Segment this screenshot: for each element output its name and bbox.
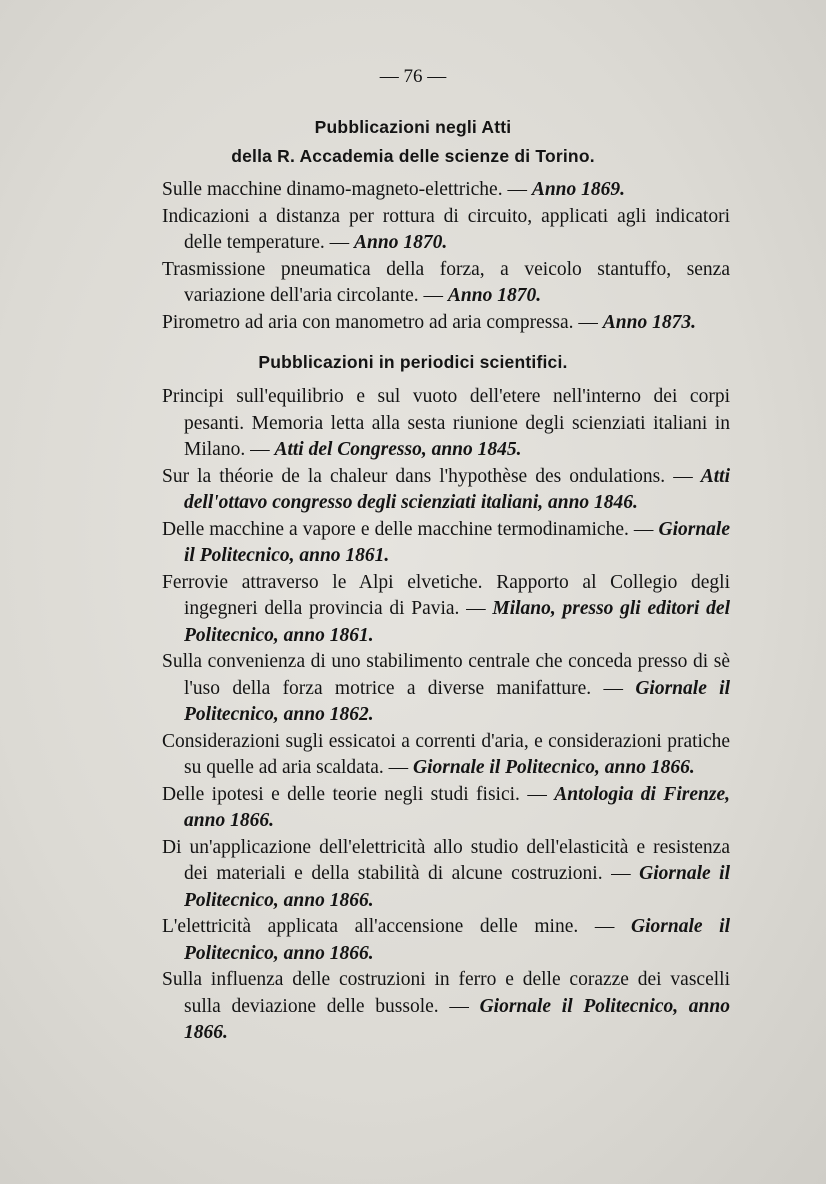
- entry: Delle ipotesi e delle teorie negli studi fisici. — Antologia di Firenze, anno 1866.: [162, 783, 730, 831]
- entry: Sulle macchine dinamo-magneto-elettriche. — Anno 1869.: [162, 179, 626, 200]
- entry: Trasmissione pneumatica della forza, a veicolo stantuffo, senza variazione dell'aria circolante. — Anno 1870.: [162, 258, 730, 306]
- page-number: — 76 —: [379, 66, 447, 87]
- entry: Sur la théorie de la chaleur dans l'hypothèse des ondulations. — Atti dell'ottavo congresso degli scienziati italiani, anno 1846.: [162, 465, 730, 513]
- section2-title: Pubblicazioni in periodici scientifici.: [258, 352, 568, 372]
- entry: Sulla influenza delle costruzioni in ferro e delle corazze dei vascelli sulla deviazione delle bussole. — Giornale il Politecnico, anno 1866.: [162, 969, 730, 1043]
- section1-title-line1: Pubblicazioni negli Atti: [314, 117, 512, 137]
- entry: L'elettricità applicata all'accensione delle mine. — Giornale il Politecnico, anno 1866.: [162, 916, 731, 964]
- entry: Considerazioni sugli essicatoi a correnti d'aria, e considerazioni pratiche su quelle ad aria scaldata. — Giornale il Politecnico, anno 1866.: [162, 730, 730, 778]
- entry: Ferrovie attraverso le Alpi elvetiche. Rapporto al Collegio degli ingegneri della provincia di Pavia. — Milano, presso gli editori del Politecnico, anno 1861.: [162, 571, 730, 646]
- entry: Principi sull'equilibrio e sul vuoto dell'etere nell'interno dei corpi pesanti. Memoria letta alla sesta riunione degli scienziati italiani in Milano. — Atti del Congresso, anno 1845.: [162, 386, 730, 460]
- section2-entries: [162, 384, 730, 1047]
- entry: Sulla convenienza di uno stabilimento centrale che conceda presso di sè l'uso della forza motrice a diverse manifatture. — Giornale il Politecnico, anno 1862.: [162, 651, 731, 725]
- entry: Di un'applicazione dell'elettricità allo studio dell'elasticità e resistenza dei materiali e della stabilità di alcune costruzioni. — Giornale il Politecnico, anno 1866.: [162, 836, 730, 911]
- section1-entries: [162, 177, 730, 336]
- entry: Pirometro ad aria con manometro ad aria compressa. — Anno 1873.: [162, 311, 696, 333]
- entry: Delle macchine a vapore e delle macchine termodinamiche. — Giornale il Politecnico, anno 1861.: [162, 518, 730, 566]
- entry: Indicazioni a distanza per rottura di circuito, applicati agli indicatori delle temperature. — Anno 1870.: [162, 205, 730, 253]
- section1-title-line2: della R. Accademia delle scienze di Torino.: [231, 146, 595, 166]
